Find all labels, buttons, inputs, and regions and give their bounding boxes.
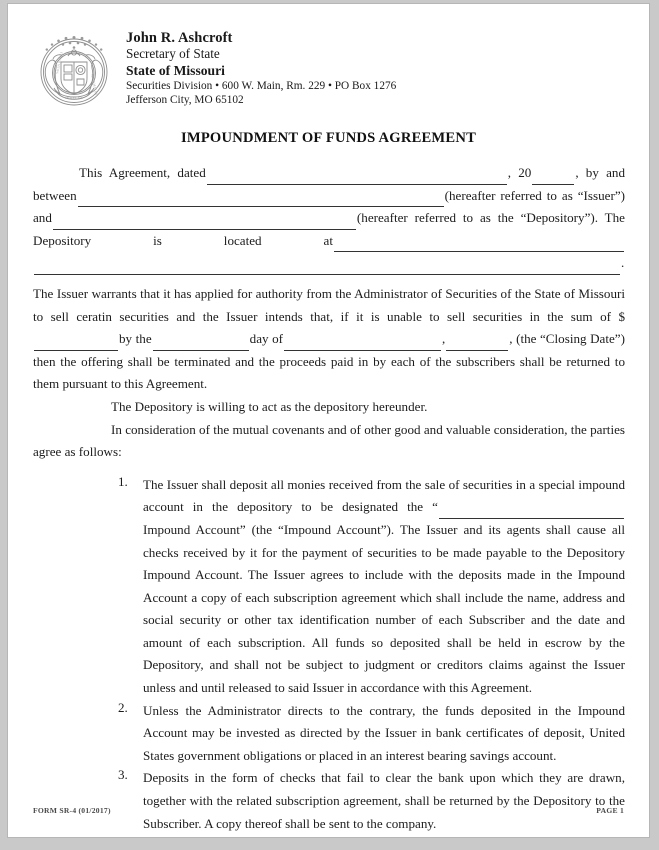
- p2-text-d: ,: [442, 331, 446, 347]
- term1-text-after: Impound Account” (the “Impound Account”). The Issuer and its agents shall cause all checks received by it for the payment of securities to be made payable to the Depository Impound Account. The Issuer agrees to include with the deposits made in the Impound Account a copy of each subscription agreement which shall include the name, address and social security or other tax identification number of each Subscriber and the date and amount of each subscription. All funds so deposited shall be held in escrow by the Depository, and shall not be subject to judgment or creditors claims against the Issuer unless and until released to said Issuer in accordance with this Agreement.: [143, 521, 625, 696]
- p2-text-b: by the: [119, 331, 152, 347]
- list-item-number: 3.: [118, 767, 128, 783]
- paragraph-parties: [33, 162, 625, 275]
- document-title: IMPOUNDMENT OF FUNDS AGREEMENT: [180, 130, 477, 146]
- list-item: [105, 700, 625, 768]
- closing-day-blank-field[interactable]: [153, 336, 249, 351]
- page-footer: [33, 806, 624, 815]
- document-body: [33, 162, 625, 835]
- term1-text-before: The Issuer shall deposit all monies received from the sale of securities in a special impound account in the depository to be designated the “: [143, 476, 625, 515]
- paragraph-consideration: In consideration of the mutual covenants and of other good and valuable consideration, the parties agree as follows:: [33, 421, 625, 460]
- closing-year-blank-field[interactable]: [446, 336, 508, 351]
- list-item-text: Unless the Administrator directs to the contrary, the funds deposited in the Impound Account may be invested as directed by the Issuer in bank certificates of deposit, United States government obligations or placed in an interest bearing savings account.: [143, 702, 625, 763]
- p2-text-c: day of: [249, 331, 283, 347]
- list-item: [105, 474, 625, 700]
- svg-text:SUPREMA LEX: SUPREMA LEX: [90, 73, 99, 96]
- p2-text-a: The Issuer warrants that it has applied for authority from the Administrator of Securities of the State of Missouri to sell ceratin securities and the Issuer intends that, if it is unable to sell securities in the sum of $: [33, 285, 625, 324]
- letterhead-address-line1: Securities Division • 600 W. Main, Rm. 229 • PO Box 1276: [126, 80, 397, 92]
- list-item-text: Deposits in the form of checks that fail to clear the bank upon which they are drawn, together with the related subscription agreement, shall be returned by the Depository to the Subscriber. A copy thereof shall be sent to the company.: [143, 770, 625, 831]
- sum-amount-blank-field[interactable]: [34, 336, 118, 351]
- footer-page-number: PAGE 1: [596, 806, 624, 815]
- year-blank-field[interactable]: [532, 170, 574, 185]
- list-item-text: [143, 474, 625, 700]
- p1-text-c: , by and between: [33, 165, 625, 203]
- p1-text-f: .: [621, 255, 625, 271]
- terms-list: [105, 474, 625, 836]
- letterhead: [34, 28, 396, 112]
- letterhead-office: Secretary of State: [126, 46, 220, 61]
- p1-text-b: , 20: [507, 165, 532, 180]
- svg-text:SALUS POPULI: SALUS POPULI: [55, 51, 64, 75]
- letterhead-name: John R. Ashcroft: [126, 30, 233, 46]
- p1-text-d: (hereafter referred to as “Issuer”) and: [33, 187, 625, 226]
- impound-account-name-blank-field[interactable]: [439, 504, 624, 519]
- svg-text:MDCCCXX: MDCCCXX: [65, 96, 83, 100]
- missouri-state-seal-icon: [34, 30, 114, 112]
- letterhead-state: State of Missouri: [126, 63, 225, 78]
- date-blank-field[interactable]: [207, 170, 507, 185]
- depository-location-blank-field-line1[interactable]: [334, 237, 624, 252]
- p1-text-e: (hereafter referred to as the “Depository”). The Depository is located at: [33, 210, 625, 248]
- depository-location-blank-field-line2[interactable]: [34, 260, 620, 275]
- issuer-name-blank-field[interactable]: [78, 192, 444, 207]
- p2-text-e: , (the “Closing Date”) then the offering shall be terminated and the proceeds paid in by each of the subscribers shall be returned to them pursuant to this Agreement.: [33, 331, 625, 392]
- letterhead-address-line2: Jefferson City, MO 65102: [126, 94, 244, 106]
- document-page: [8, 4, 649, 837]
- terms-list-wrapper: [105, 474, 625, 836]
- closing-month-blank-field[interactable]: [284, 336, 441, 351]
- list-item: [105, 767, 625, 835]
- list-item-number: 2.: [118, 699, 128, 715]
- list-item-number: 1.: [118, 473, 128, 489]
- p1-text-a: This Agreement, dated: [79, 165, 206, 180]
- footer-form-id: FORM SR-4 (01/2017): [33, 806, 111, 815]
- paragraph-depository-willing: The Depository is willing to act as the depository hereunder.: [111, 398, 428, 414]
- depository-name-blank-field[interactable]: [53, 215, 356, 230]
- paragraph-warranty: [33, 283, 625, 396]
